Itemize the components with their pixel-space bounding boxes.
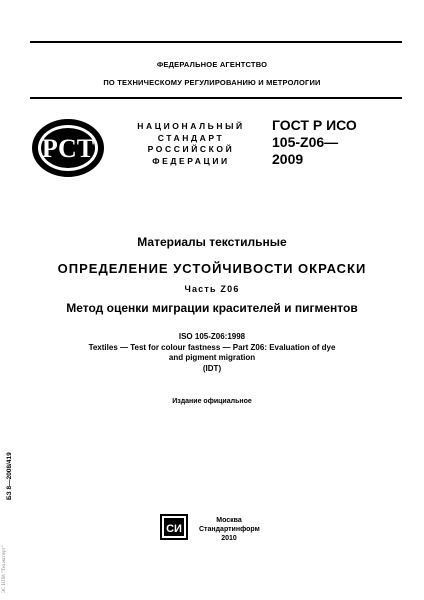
iso-title-line-1: Textiles — Test for colour fastness — Part Z06: Evaluation of dye xyxy=(88,342,336,352)
agency-line-2: ПО ТЕХНИЧЕСКОМУ РЕГУЛИРОВАНИЮ И МЕТРОЛОГИИ xyxy=(103,78,321,87)
gost-logo-icon xyxy=(30,117,106,179)
code-line-2: 105-Z06— xyxy=(272,134,339,150)
publisher-name: Стандартинформ xyxy=(199,526,260,533)
title-part: Часть Z06 xyxy=(184,284,240,294)
title-main: ОПРЕДЕЛЕНИЕ УСТОЙЧИВОСТИ ОКРАСКИ xyxy=(57,261,367,276)
iso-idt: (IDT) xyxy=(202,363,222,373)
publisher-city: Москва xyxy=(216,517,242,524)
standard-code xyxy=(272,117,357,168)
standard-line-1: НАЦИОНАЛЬНЫЙ xyxy=(137,121,245,131)
watermark: ЭС НПИ "Техэксперт" xyxy=(2,545,7,593)
iso-reference xyxy=(0,332,424,374)
edition-label: Издание официальное xyxy=(172,398,252,405)
title-method: Метод оценки миграции красителей и пигментов xyxy=(66,301,358,315)
gost-logo-text: РСТ xyxy=(41,134,95,163)
header-rule xyxy=(30,97,402,99)
standard-line-3: РОССИЙСКОЙ xyxy=(147,144,235,154)
code-line-3: 2009 xyxy=(272,151,304,167)
national-standard-label xyxy=(133,121,249,167)
iso-title-line-2: and pigment migration xyxy=(168,353,256,362)
title-materials: Материалы текстильные xyxy=(137,235,287,249)
iso-number: ISO 105-Z06:1998 xyxy=(178,332,246,341)
publisher-logo-text: СИ xyxy=(166,523,182,535)
standard-line-2: СТАНДАРТ xyxy=(157,132,225,143)
code-line-1: ГОСТ Р ИСО xyxy=(272,117,357,133)
agency-line-1: ФЕДЕРАЛЬНОЕ АГЕНТСТВО xyxy=(156,60,268,69)
publisher-logo-icon xyxy=(160,514,188,540)
top-rule xyxy=(30,41,402,43)
standard-line-4: ФЕДЕРАЦИИ xyxy=(152,155,230,166)
side-code: БЗ 8—2008/419 xyxy=(6,452,13,500)
publisher-info xyxy=(199,516,259,543)
publisher-year: 2010 xyxy=(221,535,237,542)
